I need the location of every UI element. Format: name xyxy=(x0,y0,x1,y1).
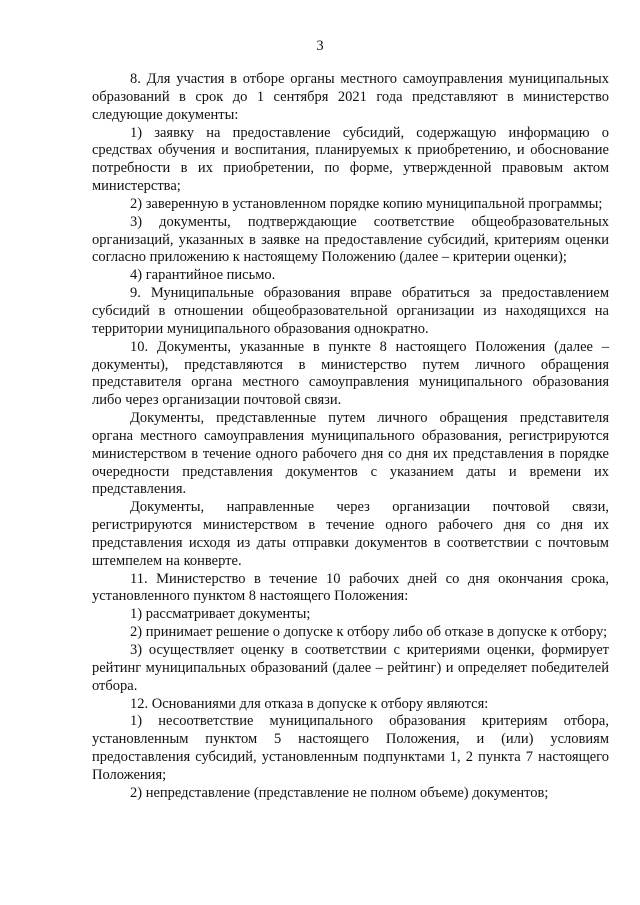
paragraph-item-8-1: 1) заявку на предоставление субсидий, содержащую информацию о средствах обучения и воспитания, планируемых к приобретению, и обоснование потребности в их приобретении, по форме, утвержденной правовым актом министерства; xyxy=(92,124,609,195)
paragraph-item-11-1: 1) рассматривает документы; xyxy=(130,606,311,623)
paragraph-item-12: 12. Основаниями для отказа в допуске к отбору являются: xyxy=(130,695,489,712)
paragraph-item-8: 8. Для участия в отборе органы местного самоуправления муниципальных образований в срок до 1 сентября 2021 года представляют в министерство следующие документы: xyxy=(92,71,609,123)
paragraph-item-11-2: 2) принимает решение о допуске к отбору либо об отказе в допуске к отбору; xyxy=(130,624,608,641)
document-body xyxy=(92,71,609,803)
paragraph-item-10-personal: Документы, представленные путем личного обращения представителя органа местного самоуправления муниципального образования, регистрируются министерством в течение одного рабочего дня со дня их представления в порядке очередности представления документов с указанием даты и времени их представления. xyxy=(92,410,609,498)
paragraph-item-8-4: 4) гарантийное письмо. xyxy=(130,267,276,284)
page-number: 3 xyxy=(316,38,324,54)
paragraph-item-12-1: 1) несоответствие муниципального образования критериям отбора, установленным пунктом 5 настоящего Положения, и (или) условиям предоставления субсидий, установленным подпунктами 1, 2 пункта 7 настоящего Положения; xyxy=(92,713,609,783)
paragraph-item-11-3: 3) осуществляет оценку в соответствии с критериями оценки, формирует рейтинг муниципальных образований (далее – рейтинг) и определяет победителей отбора. xyxy=(92,642,609,694)
paragraph-item-12-2: 2) непредставление (представление не полном объеме) документов; xyxy=(130,784,549,801)
paragraph-item-11: 11. Министерство в течение 10 рабочих дней со дня окончания срока, установленного пунктом 8 настоящего Положения: xyxy=(92,570,609,605)
paragraph-item-10: 10. Документы, указанные в пункте 8 настоящего Положения (далее – документы), представляются в министерство путем личного обращения представителя органа местного самоуправления муниципального образования либо через организации почтовой связи. xyxy=(92,338,609,409)
paragraph-item-9: 9. Муниципальные образования вправе обратиться за предоставлением субсидий в отношении общеобразовательной организации из находящихся на территории муниципального образования однократно. xyxy=(92,285,609,337)
paragraph-item-8-3: 3) документы, подтверждающие соответствие общеобразовательных организаций, указанных в заявке на предоставление субсидий, критериям оценки согласно приложению к настоящему Положению (далее – критерии оценки); xyxy=(92,213,609,266)
paragraph-item-10-postal: Документы, направленные через организации почтовой связи, регистрируются министерством в течение одного рабочего дня со дня их представления исходя из даты отправки документов в соответствии с почтовым штемпелем на конверте. xyxy=(92,499,609,569)
paragraph-item-8-2: 2) заверенную в установленном порядке копию муниципальной программы; xyxy=(130,195,603,212)
